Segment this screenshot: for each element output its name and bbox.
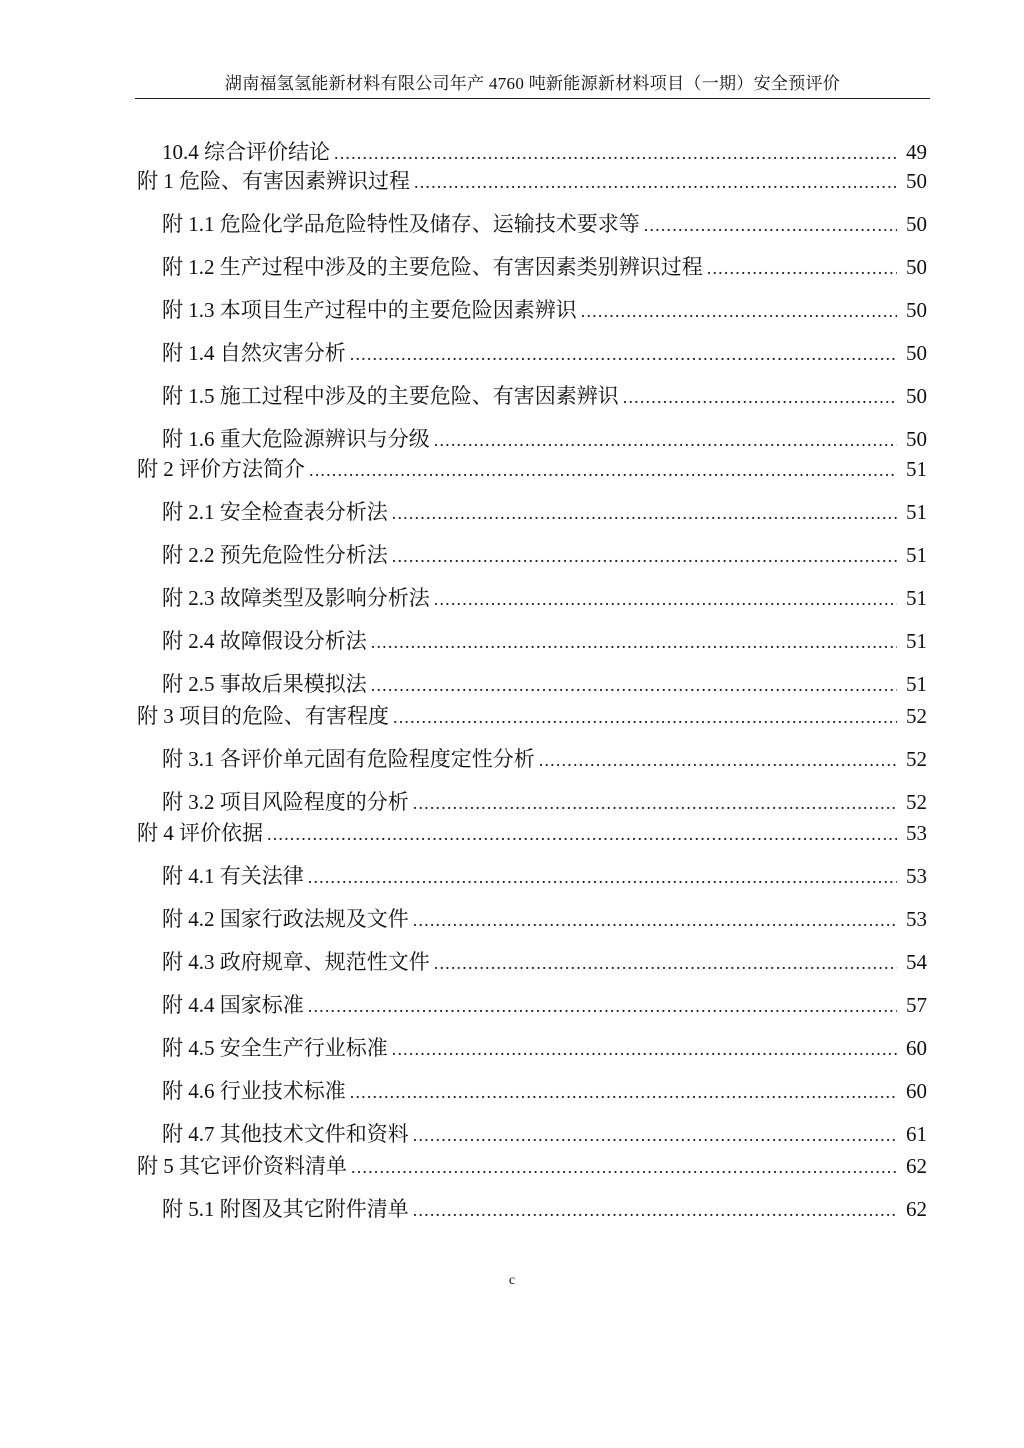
toc-entry-page: 57	[906, 993, 927, 1017]
toc-entry-page: 53	[906, 821, 927, 845]
toc-entry-title: 附 4.5 安全生产行业标准	[162, 1036, 388, 1060]
toc-entry[interactable]	[162, 990, 927, 1020]
toc-entry-title: 附 2.3 故障类型及影响分析法	[162, 586, 430, 610]
toc-entry-title: 附 1.5 施工过程中涉及的主要危险、有害因素辨识	[162, 384, 619, 408]
toc-entry-title: 附 4.1 有关法律	[162, 864, 304, 888]
toc-dot-leader	[308, 991, 897, 1021]
toc-entry-page: 53	[906, 907, 927, 931]
document-header-title: 湖南福氢氢能新材料有限公司年产 4760 吨新能源新材料项目（一期）安全预评价	[224, 74, 841, 93]
toc-entry-title: 附 2.4 故障假设分析法	[162, 629, 367, 653]
toc-entry[interactable]	[162, 209, 927, 239]
toc-entry-page: 50	[906, 255, 927, 279]
toc-entry-page: 51	[906, 586, 927, 610]
toc-entry[interactable]	[162, 904, 927, 934]
toc-entry[interactable]	[137, 818, 927, 848]
toc-dot-leader	[434, 584, 897, 614]
toc-entry[interactable]	[162, 540, 927, 570]
toc-entry[interactable]	[137, 701, 927, 731]
toc-entry-title: 附 1.6 重大危险源辨识与分级	[162, 427, 430, 451]
toc-dot-leader	[539, 745, 897, 775]
toc-dot-leader	[371, 670, 897, 700]
toc-entry-title: 附 3 项目的危险、有害程度	[137, 704, 389, 728]
toc-dot-leader	[392, 498, 897, 528]
toc-entry-title: 附 1.4 自然灾害分析	[162, 341, 346, 365]
toc-entry[interactable]	[162, 497, 927, 527]
toc-entry-page: 50	[906, 169, 927, 193]
toc-entry-page: 51	[906, 457, 927, 481]
toc-entry-title: 附 4.2 国家行政法规及文件	[162, 907, 409, 931]
toc-entry-title: 附 2.2 预先危险性分析法	[162, 543, 388, 567]
toc-entry[interactable]	[162, 669, 927, 699]
toc-entry[interactable]	[162, 424, 927, 454]
toc-dot-leader	[434, 948, 897, 978]
toc-dot-leader	[707, 253, 897, 283]
toc-dot-leader	[413, 1195, 897, 1225]
toc-dot-leader	[392, 1034, 897, 1064]
toc-entry-page: 52	[906, 747, 927, 771]
toc-entry-page: 60	[906, 1036, 927, 1060]
toc-entry[interactable]	[162, 1194, 927, 1224]
toc-entry-page: 51	[906, 543, 927, 567]
toc-entry[interactable]	[162, 295, 927, 325]
toc-entry-page: 52	[906, 790, 927, 814]
toc-entry[interactable]	[162, 744, 927, 774]
toc-entry-page: 49	[906, 140, 927, 164]
toc-dot-leader	[393, 702, 897, 732]
toc-entry[interactable]	[162, 861, 927, 891]
toc-dot-leader	[581, 296, 897, 326]
toc-entry-page: 50	[906, 384, 927, 408]
toc-entry-title: 附 2 评价方法简介	[137, 457, 305, 481]
toc-dot-leader	[623, 382, 897, 412]
toc-dot-leader	[413, 905, 897, 935]
toc-entry-page: 53	[906, 864, 927, 888]
toc-entry-title: 附 4 评价依据	[137, 821, 263, 845]
toc-dot-leader	[351, 1152, 897, 1182]
page-number: c	[508, 1273, 516, 1288]
toc-dot-leader	[414, 167, 897, 197]
toc-entry[interactable]	[137, 454, 927, 484]
toc-dot-leader	[371, 627, 897, 657]
toc-entry[interactable]	[162, 338, 927, 368]
toc-entry-page: 50	[906, 341, 927, 365]
toc-entry-title: 附 3.2 项目风险程度的分析	[162, 790, 409, 814]
toc-entry[interactable]	[162, 137, 927, 167]
toc-entry-title: 附 3.1 各评价单元固有危险程度定性分析	[162, 747, 535, 771]
toc-entry-title: 附 5 其它评价资料清单	[137, 1154, 347, 1178]
toc-dot-leader	[413, 1120, 897, 1150]
toc-entry-title: 附 4.6 行业技术标准	[162, 1079, 346, 1103]
toc-entry-page: 60	[906, 1079, 927, 1103]
toc-entry-page: 50	[906, 298, 927, 322]
toc-entry-title: 附 1.2 生产过程中涉及的主要危险、有害因素类别辨识过程	[162, 255, 703, 279]
toc-entry-page: 50	[906, 212, 927, 236]
toc-entry-title: 附 4.4 国家标准	[162, 993, 304, 1017]
toc-entry[interactable]	[162, 583, 927, 613]
toc-entry-page: 51	[906, 629, 927, 653]
toc-entry[interactable]	[137, 166, 927, 196]
toc-entry-page: 50	[906, 427, 927, 451]
toc-entry[interactable]	[162, 947, 927, 977]
toc-entry-title: 附 4.7 其他技术文件和资料	[162, 1122, 409, 1146]
toc-entry[interactable]	[162, 1033, 927, 1063]
page-footer	[0, 1272, 1024, 1290]
toc-entry[interactable]	[162, 1119, 927, 1149]
toc-dot-leader	[309, 455, 897, 485]
toc-entry[interactable]	[162, 381, 927, 411]
toc-dot-leader	[334, 138, 897, 168]
toc-entry-title: 附 2.1 安全检查表分析法	[162, 500, 388, 524]
toc-entry[interactable]	[137, 1151, 927, 1181]
toc-entry-page: 54	[906, 950, 927, 974]
toc-entry-title: 附 5.1 附图及其它附件清单	[162, 1197, 409, 1221]
toc-entry-title: 附 1 危险、有害因素辨识过程	[137, 169, 410, 193]
toc-dot-leader	[267, 819, 897, 849]
toc-entry-title: 附 1.3 本项目生产过程中的主要危险因素辨识	[162, 298, 577, 322]
toc-entry-title: 附 2.5 事故后果模拟法	[162, 672, 367, 696]
toc-dot-leader	[350, 1077, 897, 1107]
toc-dot-leader	[350, 339, 897, 369]
toc-entry[interactable]	[162, 1076, 927, 1106]
toc-entry[interactable]	[162, 252, 927, 282]
toc-entry-title: 附 1.1 危险化学品危险特性及储存、运输技术要求等	[162, 212, 640, 236]
toc-dot-leader	[392, 541, 897, 571]
toc-entry-title: 附 4.3 政府规章、规范性文件	[162, 950, 430, 974]
toc-entry-page: 52	[906, 704, 927, 728]
toc-dot-leader	[308, 862, 897, 892]
toc-entry[interactable]	[162, 787, 927, 817]
toc-dot-leader	[434, 425, 897, 455]
toc-entry[interactable]	[162, 626, 927, 656]
toc-entry-page: 51	[906, 672, 927, 696]
toc-dot-leader	[413, 788, 897, 818]
toc-entry-page: 62	[906, 1154, 927, 1178]
toc-entry-title: 10.4 综合评价结论	[162, 140, 330, 164]
toc-entry-page: 51	[906, 500, 927, 524]
toc-entry-page: 62	[906, 1197, 927, 1221]
toc-dot-leader	[644, 210, 897, 240]
toc-entry-page: 61	[906, 1122, 927, 1146]
